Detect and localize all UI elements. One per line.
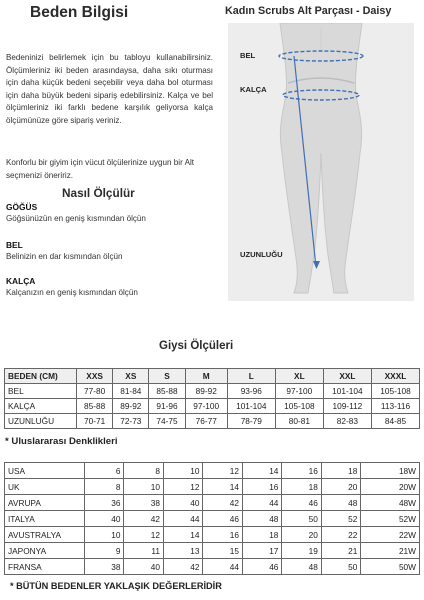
header-cell: XXS bbox=[77, 369, 113, 384]
table-cell: 9 bbox=[85, 543, 124, 559]
header-cell: M bbox=[185, 369, 227, 384]
measure-chest-desc: Göğsünüzün en geniş kısmından ölçün bbox=[6, 214, 146, 223]
table-cell: 42 bbox=[124, 511, 163, 527]
product-title: Kadın Scrubs Alt Parçası - Daisy bbox=[225, 5, 392, 17]
clothing-measurements-title: Giysi Ölçüleri bbox=[159, 340, 234, 352]
table-cell: 36 bbox=[85, 495, 124, 511]
table-cell: 48 bbox=[282, 559, 321, 575]
table-cell: 80-81 bbox=[275, 414, 323, 429]
measure-waist-title: BEL bbox=[6, 240, 23, 250]
table-cell: 8 bbox=[124, 463, 163, 479]
header-cell: XL bbox=[275, 369, 323, 384]
table-cell: 81-84 bbox=[113, 384, 149, 399]
table-row bbox=[5, 414, 420, 429]
table-cell: 89-92 bbox=[185, 384, 227, 399]
table-cell: 17 bbox=[242, 543, 281, 559]
table-cell: 18 bbox=[282, 479, 321, 495]
table-cell: 20 bbox=[321, 479, 360, 495]
table-cell: 85-88 bbox=[149, 384, 185, 399]
table-cell: 6 bbox=[85, 463, 124, 479]
body-measurement-figure bbox=[228, 23, 414, 301]
table-cell: 19 bbox=[282, 543, 321, 559]
row-label: UK bbox=[5, 479, 85, 495]
table-row bbox=[5, 511, 420, 527]
table-cell: 93-96 bbox=[227, 384, 275, 399]
table-cell: 105-108 bbox=[371, 384, 419, 399]
table-cell: 11 bbox=[124, 543, 163, 559]
table-row bbox=[5, 384, 420, 399]
figure-label-hip: KALÇA bbox=[240, 85, 267, 94]
table-cell: 10 bbox=[124, 479, 163, 495]
table-cell: 74-75 bbox=[149, 414, 185, 429]
how-to-measure-title: Nasıl Ölçülür bbox=[62, 186, 135, 200]
table-cell: 46 bbox=[282, 495, 321, 511]
row-label: BEL bbox=[5, 384, 77, 399]
table-cell: 84-85 bbox=[371, 414, 419, 429]
international-size-table bbox=[4, 462, 420, 575]
table-cell: 14 bbox=[242, 463, 281, 479]
table-cell: 38 bbox=[85, 559, 124, 575]
table-cell: 16 bbox=[282, 463, 321, 479]
row-label: JAPONYA bbox=[5, 543, 85, 559]
table-row bbox=[5, 479, 420, 495]
table-cell: 12 bbox=[124, 527, 163, 543]
table-cell: 8 bbox=[85, 479, 124, 495]
table-row bbox=[5, 559, 420, 575]
table-cell: 76-77 bbox=[185, 414, 227, 429]
size-table bbox=[4, 368, 420, 429]
table-cell: 48 bbox=[321, 495, 360, 511]
table-cell: 16 bbox=[242, 479, 281, 495]
table-cell: 21W bbox=[361, 543, 420, 559]
table-cell: 12 bbox=[163, 479, 202, 495]
table-cell: 18 bbox=[321, 463, 360, 479]
table-cell: 20W bbox=[361, 479, 420, 495]
row-label: UZUNLUĞU bbox=[5, 414, 77, 429]
header-cell: L bbox=[227, 369, 275, 384]
table-row bbox=[5, 399, 420, 414]
table-cell: 72-73 bbox=[113, 414, 149, 429]
header-cell: XS bbox=[113, 369, 149, 384]
table-cell: 46 bbox=[242, 559, 281, 575]
table-cell: 40 bbox=[85, 511, 124, 527]
table-row bbox=[5, 463, 420, 479]
table-cell: 15 bbox=[203, 543, 242, 559]
table-cell: 46 bbox=[203, 511, 242, 527]
measure-hip-title: KALÇA bbox=[6, 276, 36, 286]
row-label: AVUSTRALYA bbox=[5, 527, 85, 543]
table-cell: 78-79 bbox=[227, 414, 275, 429]
table-cell: 42 bbox=[203, 495, 242, 511]
table-cell: 52 bbox=[321, 511, 360, 527]
table-cell: 97-100 bbox=[185, 399, 227, 414]
table-cell: 18W bbox=[361, 463, 420, 479]
row-label: KALÇA bbox=[5, 399, 77, 414]
table-cell: 50W bbox=[361, 559, 420, 575]
table-cell: 97-100 bbox=[275, 384, 323, 399]
measure-waist-desc: Belinizin en dar kısmından ölçün bbox=[6, 252, 123, 261]
figure-label-waist: BEL bbox=[240, 51, 256, 60]
table-cell: 21 bbox=[321, 543, 360, 559]
measure-hip-desc: Kalçanızın en geniş kısmından ölçün bbox=[6, 288, 138, 297]
figure-label-length: UZUNLUĞU bbox=[240, 250, 283, 259]
table-cell: 77-80 bbox=[77, 384, 113, 399]
header-cell: S bbox=[149, 369, 185, 384]
table-row bbox=[5, 495, 420, 511]
table-cell: 40 bbox=[163, 495, 202, 511]
row-label: AVRUPA bbox=[5, 495, 85, 511]
table-cell: 70-71 bbox=[77, 414, 113, 429]
size-table-header bbox=[5, 369, 420, 384]
table-cell: 44 bbox=[242, 495, 281, 511]
table-cell: 50 bbox=[321, 559, 360, 575]
table-cell: 22W bbox=[361, 527, 420, 543]
table-cell: 105-108 bbox=[275, 399, 323, 414]
table-cell: 10 bbox=[85, 527, 124, 543]
intro-paragraph-2: Konforlu bir giyim için vücut ölçülerinize uygun bir Alt seçmenizi öneririz. bbox=[6, 158, 195, 180]
row-label: FRANSA bbox=[5, 559, 85, 575]
table-cell: 101-104 bbox=[227, 399, 275, 414]
table-cell: 52W bbox=[361, 511, 420, 527]
approximate-sizes-note: * BÜTÜN BEDENLER YAKLAŞIK DEĞERLERİDİR bbox=[10, 581, 222, 591]
body-silhouette-icon bbox=[228, 23, 414, 301]
size-info-title: Beden Bilgisi bbox=[30, 4, 129, 21]
header-cell: XXXL bbox=[371, 369, 419, 384]
table-cell: 14 bbox=[203, 479, 242, 495]
table-row bbox=[5, 543, 420, 559]
table-cell: 20 bbox=[282, 527, 321, 543]
table-row bbox=[5, 527, 420, 543]
table-cell: 113-116 bbox=[371, 399, 419, 414]
table-cell: 13 bbox=[163, 543, 202, 559]
table-cell: 10 bbox=[163, 463, 202, 479]
header-cell: XXL bbox=[323, 369, 371, 384]
table-cell: 44 bbox=[203, 559, 242, 575]
table-cell: 22 bbox=[321, 527, 360, 543]
table-cell: 82-83 bbox=[323, 414, 371, 429]
table-cell: 85-88 bbox=[77, 399, 113, 414]
table-cell: 40 bbox=[124, 559, 163, 575]
table-cell: 89-92 bbox=[113, 399, 149, 414]
table-cell: 50 bbox=[282, 511, 321, 527]
international-equivalents-title: * Uluslararası Denklikleri bbox=[5, 436, 118, 447]
table-cell: 14 bbox=[163, 527, 202, 543]
header-cell: BEDEN (CM) bbox=[5, 369, 77, 384]
table-cell: 101-104 bbox=[323, 384, 371, 399]
table-cell: 18 bbox=[242, 527, 281, 543]
table-cell: 48W bbox=[361, 495, 420, 511]
table-cell: 44 bbox=[163, 511, 202, 527]
table-cell: 38 bbox=[124, 495, 163, 511]
row-label: ITALYA bbox=[5, 511, 85, 527]
table-cell: 48 bbox=[242, 511, 281, 527]
row-label: USA bbox=[5, 463, 85, 479]
table-cell: 109-112 bbox=[323, 399, 371, 414]
table-cell: 42 bbox=[163, 559, 202, 575]
table-cell: 16 bbox=[203, 527, 242, 543]
table-cell: 91-96 bbox=[149, 399, 185, 414]
intro-paragraph: Bedeninizi belirlemek için bu tabloyu kullanabilirsiniz. Ölçümleriniz iki beden arasındaysa, daha sıkı oturması için daha küçük bedeni seçebilir veya daha bol oturması için daha büyük bedeni sipariş edebilirsiniz. Kalça ve bel ölçümleriniz iki farklı bedene karşılık geliyorsa kalça ölçümünüze göre sipariş veriniz. bbox=[6, 53, 213, 125]
measure-chest-title: GÖĞÜS bbox=[6, 202, 38, 212]
table-cell: 12 bbox=[203, 463, 242, 479]
